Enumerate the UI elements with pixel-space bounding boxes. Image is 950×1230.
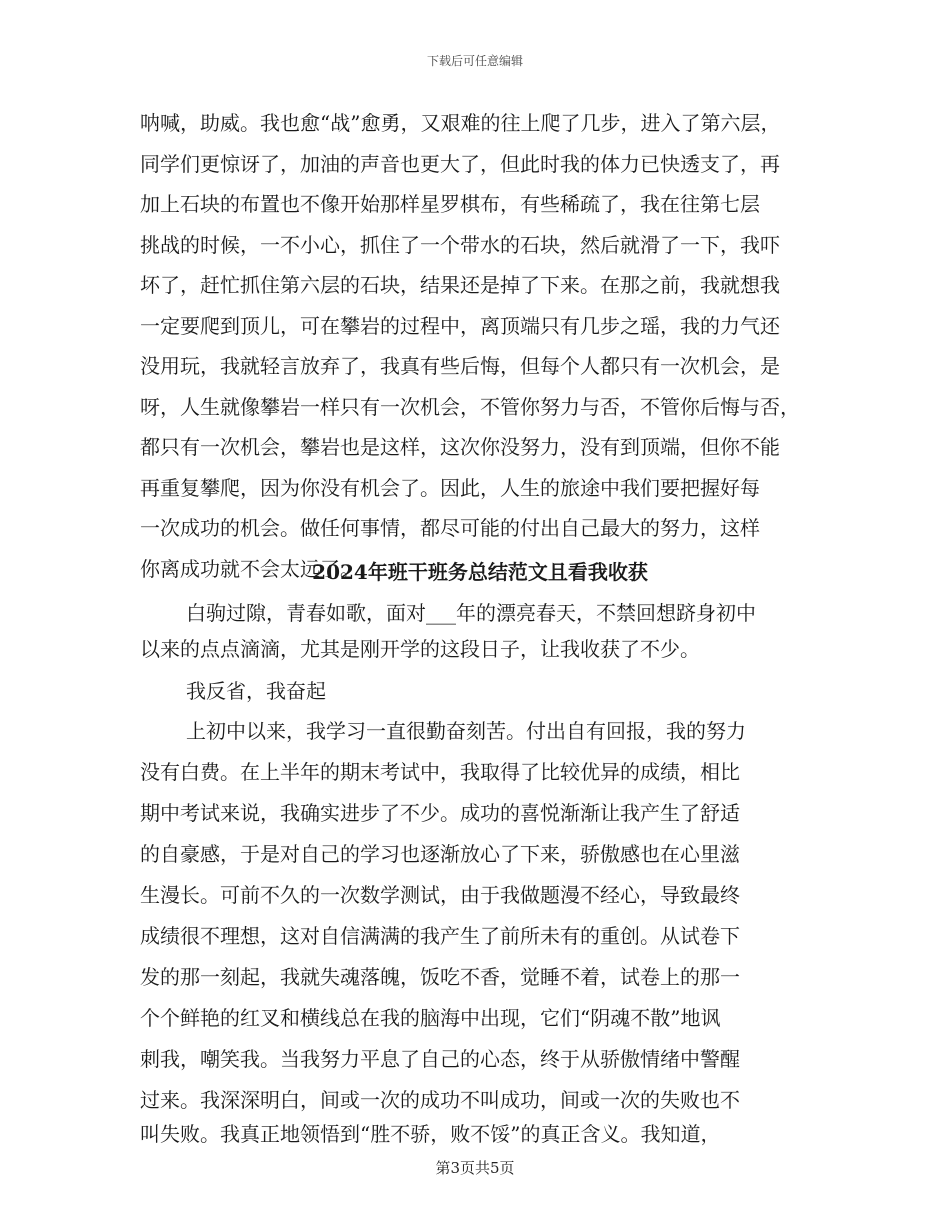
paragraph-line: 挑战的时候，一不小心，抓住了一个带水的石块，然后就滑了一下，我吓 <box>140 233 780 257</box>
paragraph-line: 以来的点点滴滴，尤其是刚开学的这段日子，让我收获了不少。 <box>140 637 700 661</box>
paragraph-line: 生漫长。可前不久的一次数学测试，由于我做题漫不经心，导致最终 <box>140 883 740 907</box>
paragraph-line: 期中考试来说，我确实进步了不少。成功的喜悦渐渐让我产生了舒适 <box>140 801 740 825</box>
paragraph-line: 没用玩，我就轻言放弃了，我真有些后悔，但每个人都只有一次机会，是 <box>140 354 780 378</box>
paragraph-line: 成绩很不理想，这对自信满满的我产生了前所未有的重创。从试卷下 <box>140 924 740 948</box>
paragraph-line: 个个鲜艳的红叉和横线总在我的脑海中出现，它们“阴魂不散”地讽 <box>140 1006 721 1030</box>
subheading-line: 我反省，我奋起 <box>186 679 326 703</box>
page-header: 下载后可任意编辑 <box>426 54 523 68</box>
paragraph-line: 白驹过隙，青春如歌，面对___年的漂亮春天，不禁回想跻身初中 <box>186 601 756 625</box>
paragraph-line: 的自豪感，于是对自己的学习也逐渐放心了下来，骄傲感也在心里滋 <box>140 842 740 866</box>
paragraph-line: 叫失败。我真正地领悟到“胜不骄，败不馁”的真正含义。我知道， <box>140 1122 721 1146</box>
page-footer: 第3页共5页 <box>435 1159 515 1177</box>
paragraph-line: 加上石块的布置也不像开始那样星罗棋布，有些稀疏了，我在往第七层 <box>140 192 760 216</box>
paragraph-line: 刺我，嘲笑我。当我努力平息了自己的心态，终于从骄傲情绪中警醒 <box>140 1047 740 1071</box>
section-title: 2024年班干班务总结范文且看我收获 <box>312 560 648 584</box>
paragraph-line: 上初中以来，我学习一直很勤奋刻苦。付出自有回报，我的努力 <box>186 719 746 743</box>
paragraph-line: 都只有一次机会，攀岩也是这样，这次你没努力，没有到顶端，但你不能 <box>140 435 780 459</box>
paragraph-line: 一次成功的机会。做任何事情，都尽可能的付出自己最大的努力，这样 <box>140 516 760 540</box>
paragraph-line: 一定要爬到顶儿，可在攀岩的过程中，离顶端只有几步之瑶，我的力气还 <box>140 314 780 338</box>
paragraph-line: 过来。我深深明白，间或一次的成功不叫成功，间或一次的失败也不 <box>140 1088 740 1112</box>
paragraph-line: 呐喊，助威。我也愈“战”愈勇，又艰难的往上爬了几步，进入了第六层， <box>140 111 781 135</box>
paragraph-line: 没有白费。在上半年的期末考试中，我取得了比较优异的成绩，相比 <box>140 760 740 784</box>
paragraph-line: 呀，人生就像攀岩一样只有一次机会，不管你努力与否，不管你后悔与否， <box>140 395 800 419</box>
paragraph-line: 同学们更惊讶了，加油的声音也更大了，但此时我的体力已快透支了，再 <box>140 152 780 176</box>
paragraph-line: 发的那一刻起，我就失魂落魄，饭吃不香，觉睡不着，试卷上的那一 <box>140 965 740 989</box>
paragraph-line: 坏了，赶忙抓住第六层的石块，结果还是掉了下来。在那之前，我就想我 <box>140 273 780 297</box>
paragraph-line: 再重复攀爬，因为你没有机会了。因此，人生的旅途中我们要把握好每 <box>140 476 760 500</box>
paragraph-line: 你离成功就不会太远了。 <box>140 557 360 581</box>
